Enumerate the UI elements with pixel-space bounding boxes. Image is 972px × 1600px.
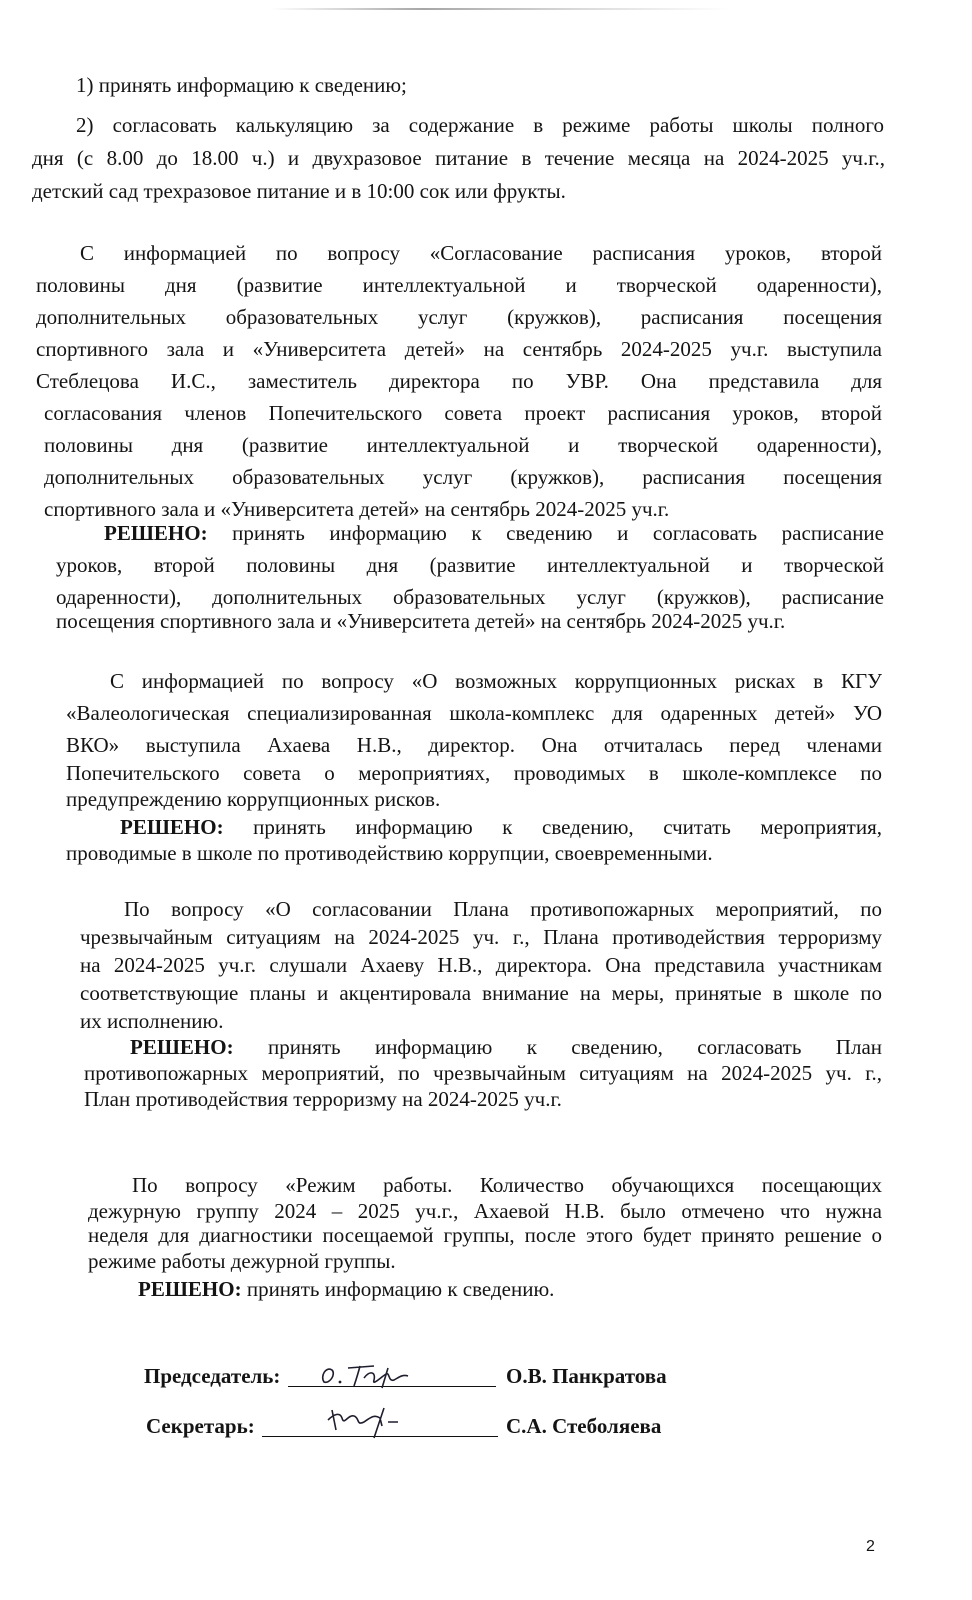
paragraph-line: спортивного зала и «Университета детей» на сентябрь 2024-2025 уч.г. <box>44 497 670 521</box>
decision-line <box>120 814 882 840</box>
paragraph-line: С информацией по вопросу «Согласование расписания уроков, второй <box>80 241 882 265</box>
decision-text: принять информацию к сведению, согласовать План <box>233 1035 882 1059</box>
secretary-name: С.А. Стеболяева <box>506 1414 662 1438</box>
scan-edge-line <box>270 8 730 10</box>
chair-label: Председатель: <box>144 1364 281 1388</box>
paragraph-line: По вопросу «Режим работы. Количество обучающихся посещающих <box>132 1173 882 1197</box>
page-number: 2 <box>866 1538 875 1555</box>
paragraph-line: дополнительных образовательных услуг (кружков), расписания посещения <box>44 465 882 489</box>
paragraph-line: на 2024-2025 уч.г. слушали Ахаеву Н.В., директора. Она представила участникам <box>80 953 882 977</box>
decision-line: уроков, второй половины дня (развитие интеллектуальной и творческой <box>56 553 884 577</box>
decision-label: РЕШЕНО: <box>120 815 224 839</box>
decision-label: РЕШЕНО: <box>138 1277 242 1301</box>
list-item-2: 2) согласовать калькуляцию за содержание в режиме работы школы полного <box>76 113 884 137</box>
decision-label: РЕШЕНО: <box>130 1035 234 1059</box>
list-item-2-cont: дня (с 8.00 до 18.00 ч.) и двухразовое питание в течение месяца на 2024-2025 уч.г., <box>32 146 885 170</box>
paragraph-line: «Валеологическая специализированная школа-комплекс для одаренных детей» УО <box>66 701 882 725</box>
paragraph-line: дополнительных образовательных услуг (кружков), расписания посещения <box>36 305 882 329</box>
secretary-signature <box>324 1400 424 1440</box>
paragraph-line: половины дня (развитие интеллектуальной и творческой одаренности), <box>44 433 882 457</box>
paragraph-line: По вопросу «О согласовании Плана противопожарных мероприятий, по <box>124 897 882 921</box>
paragraph-line: предупреждению коррупционных рисков. <box>66 787 441 811</box>
paragraph-line: режиме работы дежурной группы. <box>88 1249 396 1273</box>
decision-line: одаренности), дополнительных образовательных услуг (кружков), расписание <box>56 585 884 609</box>
decision-line: посещения спортивного зала и «Университета детей» на сентябрь 2024-2025 уч.г. <box>56 609 786 633</box>
paragraph-line: С информацией по вопросу «О возможных коррупционных рисках в КГУ <box>110 669 882 693</box>
secretary-label: Секретарь: <box>146 1414 255 1438</box>
paragraph-line: согласования членов Попечительского совета проект расписания уроков, второй <box>44 401 882 425</box>
decision-line: План противодействия терроризму на 2024-2025 уч.г. <box>84 1087 562 1111</box>
paragraph-line: неделя для диагностики посещаемой группы, после этого будет принято решение о <box>88 1223 882 1247</box>
decision-line <box>138 1276 554 1302</box>
list-item-2-cont: детский сад трехразовое питание и в 10:00 сок или фрукты. <box>32 179 566 203</box>
decision-line <box>130 1034 882 1060</box>
paragraph-line: спортивного зала и «Университета детей» на сентябрь 2024-2025 уч.г. выступила <box>36 337 882 361</box>
paragraph-line: половины дня (развитие интеллектуальной и творческой одаренности), <box>36 273 882 297</box>
paragraph-line: ВКО» выступила Ахаева Н.В., директор. Она отчиталась перед членами <box>66 733 882 757</box>
decision-line: проводимые в школе по противодействию коррупции, своевременными. <box>66 841 713 865</box>
paragraph-line: Попечительского совета о мероприятиях, проводимых в школе-комплексе по <box>66 761 882 785</box>
list-item-1: 1) принять информацию к сведению; <box>76 73 407 97</box>
decision-text: принять информацию к сведению. <box>241 1277 555 1301</box>
paragraph-line: чрезвычайным ситуациям на 2024-2025 уч. г., Плана противодействия терроризму <box>80 925 882 949</box>
chair-signature <box>318 1356 428 1390</box>
paragraph-line: их исполнению. <box>80 1009 224 1033</box>
paragraph-line: дежурную группу 2024 – 2025 уч.г., Ахаевой Н.В. было отмечено что нужна <box>88 1199 882 1223</box>
decision-line: противопожарных мероприятий, по чрезвычайным ситуациям на 2024-2025 уч. г., <box>84 1061 882 1085</box>
decision-label: РЕШЕНО: <box>104 521 208 545</box>
chair-name: О.В. Панкратова <box>506 1364 667 1388</box>
paragraph-line: Стеблецова И.С., заместитель директора по УВР. Она представила для <box>36 369 882 393</box>
decision-text: принять информацию к сведению и согласовать расписание <box>207 521 884 545</box>
decision-line <box>104 520 884 546</box>
paragraph-line: соответствующие планы и акцентировала внимание на меры, принятые в школе по <box>80 981 882 1005</box>
decision-text: принять информацию к сведению, считать мероприятия, <box>223 815 882 839</box>
